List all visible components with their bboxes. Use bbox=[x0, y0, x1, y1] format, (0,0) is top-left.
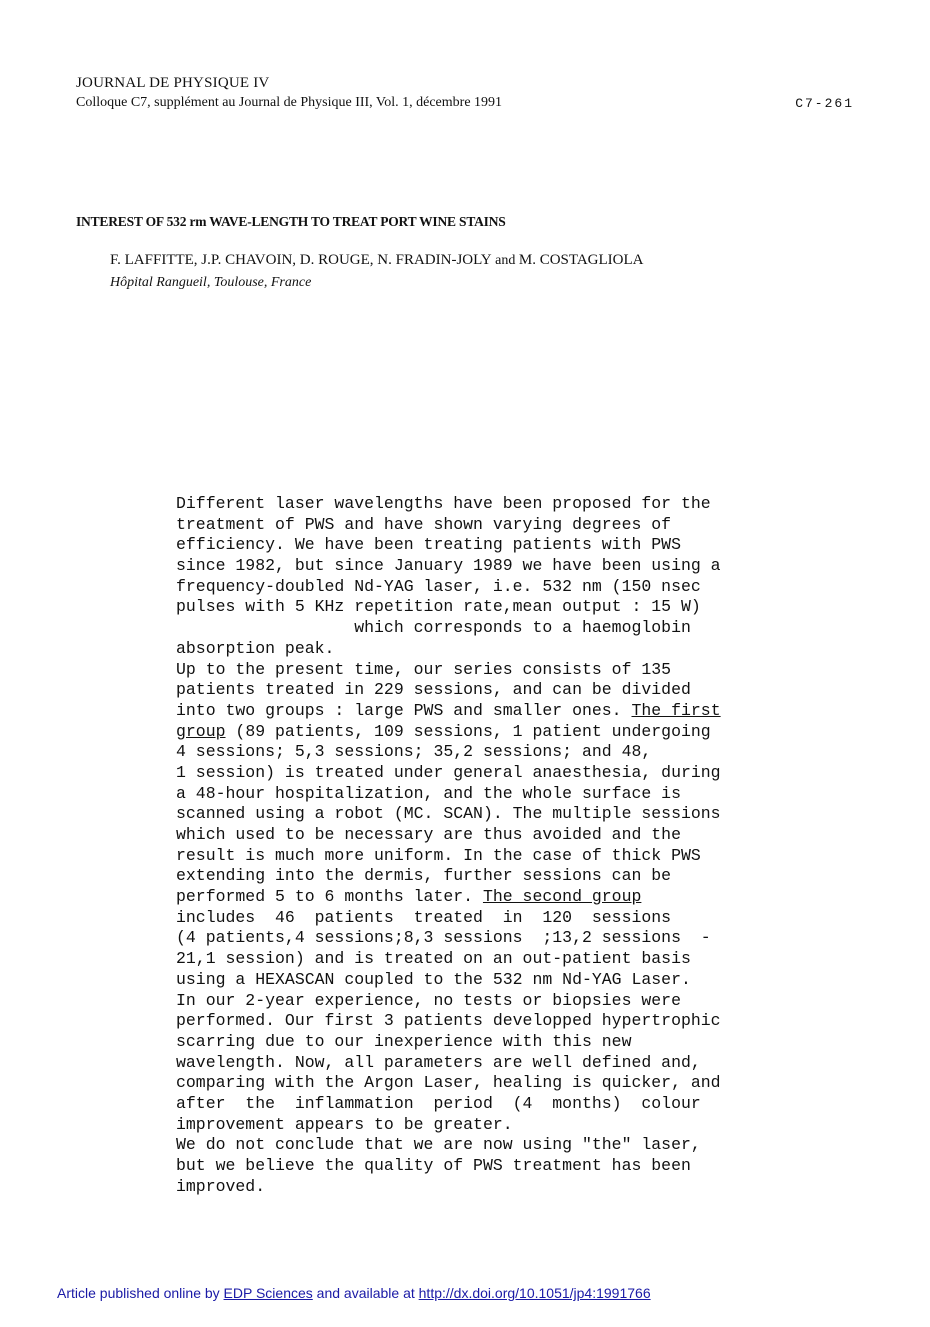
abstract-body bbox=[176, 494, 761, 1197]
text-line: patients treated in 229 sessions, and can be divided bbox=[176, 680, 691, 700]
text-line: treatment of PWS and have shown varying degrees of bbox=[176, 514, 672, 534]
text-line bbox=[176, 701, 761, 722]
journal-title: JOURNAL DE PHYSIQUE IV bbox=[76, 75, 270, 91]
affiliation: Hôpital Rangueil, Toulouse, France bbox=[110, 275, 312, 290]
text-line bbox=[176, 722, 761, 743]
text-line: result is much more uniform. In the case of thick PWS bbox=[176, 845, 701, 865]
text-line: performed. Our first 3 patients developped hypertrophic bbox=[176, 1011, 721, 1031]
footer-middle: and available at bbox=[312, 1285, 419, 1301]
text-line: a 48-hour hospitalization, and the whole surface is bbox=[176, 783, 681, 803]
text-line: wavelength. Now, all parameters are well defined and, bbox=[176, 1052, 701, 1072]
text-line: pulses with 5 KHz repetition rate,mean output : 15 W) bbox=[176, 597, 701, 617]
paper-title: INTEREST OF 532 rm WAVE-LENGTH TO TREAT PORT WINE STAINS bbox=[76, 214, 506, 229]
second-group-heading: The second group bbox=[482, 887, 642, 907]
text-line: improvement appears to be greater. bbox=[176, 1114, 513, 1134]
text-line: Different laser wavelengths have been proposed for the bbox=[176, 494, 711, 513]
text-line: 4 sessions; 5,3 sessions; 35,2 sessions; and 48, bbox=[176, 742, 652, 762]
text-line: but we believe the quality of PWS treatment has been bbox=[176, 1156, 691, 1175]
text-line: Up to the present time, our series consists of 135 bbox=[176, 659, 672, 679]
first-group-heading-cont: group bbox=[176, 721, 226, 741]
text-line: using a HEXASCAN coupled to the 532 nm Nd-YAG Laser. bbox=[176, 969, 691, 989]
author-list bbox=[110, 252, 644, 269]
authors-main: F. LAFFITTE, J.P. CHAVOIN, D. ROUGE, N. FRADIN-JOLY bbox=[110, 252, 492, 268]
text-line: In our 2-year experience, no tests or biopsies were bbox=[176, 990, 681, 1010]
colloque-info: Colloque C7, supplément au Journal de Physique III, Vol. 1, décembre 1991 bbox=[76, 95, 503, 110]
text-line: extending into the dermis, further sessions can be bbox=[176, 866, 672, 886]
text-line: absorption peak. bbox=[176, 638, 335, 658]
publication-footer bbox=[57, 1285, 651, 1301]
text-line: scanned using a robot (MC. SCAN). The multiple sessions bbox=[176, 804, 721, 824]
text-run: into two groups : large PWS and smaller ones. bbox=[176, 700, 632, 720]
authors-and: and bbox=[491, 253, 519, 268]
publisher-link[interactable]: EDP Sciences bbox=[223, 1285, 313, 1301]
footer-prefix: Article published online by bbox=[57, 1285, 224, 1301]
text-line: 21,1 session) and is treated on an out-patient basis bbox=[176, 949, 691, 969]
text-run: (89 patients, 109 sessions, 1 patient undergoing bbox=[225, 721, 711, 741]
text-line: frequency-doubled Nd-YAG laser, i.e. 532 nm (150 nsec bbox=[176, 576, 701, 596]
doi-link[interactable]: http://dx.doi.org/10.1051/jp4:1991766 bbox=[418, 1285, 651, 1301]
text-line: improved. bbox=[176, 1176, 266, 1196]
text-line: (4 patients,4 sessions;8,3 sessions ;13,2 sessions - bbox=[176, 928, 711, 948]
first-group-heading: The first bbox=[631, 700, 721, 720]
text-line: 1 session) is treated under general anaesthesia, during bbox=[176, 762, 721, 782]
text-line: scarring due to our inexperience with this new bbox=[176, 1031, 632, 1051]
text-line: comparing with the Argon Laser, healing is quicker, and bbox=[176, 1073, 721, 1093]
text-run: performed 5 to 6 months later. bbox=[176, 887, 483, 907]
text-line bbox=[176, 887, 761, 908]
text-line: after the inflammation period (4 months) colour bbox=[176, 1093, 701, 1113]
page-number: C7-261 bbox=[795, 96, 854, 111]
text-line: efficiency. We have been treating patients with PWS bbox=[176, 535, 681, 555]
last-author: M. COSTAGLIOLA bbox=[518, 252, 644, 268]
text-line: includes 46 patients treated in 120 sessions bbox=[176, 907, 672, 927]
text-line: We do not conclude that we are now using "the" laser, bbox=[176, 1135, 701, 1155]
text-line: since 1982, but since January 1989 we have been using a bbox=[176, 556, 721, 576]
text-line: which corresponds to a haemoglobin bbox=[176, 618, 691, 638]
text-line: which used to be necessary are thus avoided and the bbox=[176, 825, 681, 844]
